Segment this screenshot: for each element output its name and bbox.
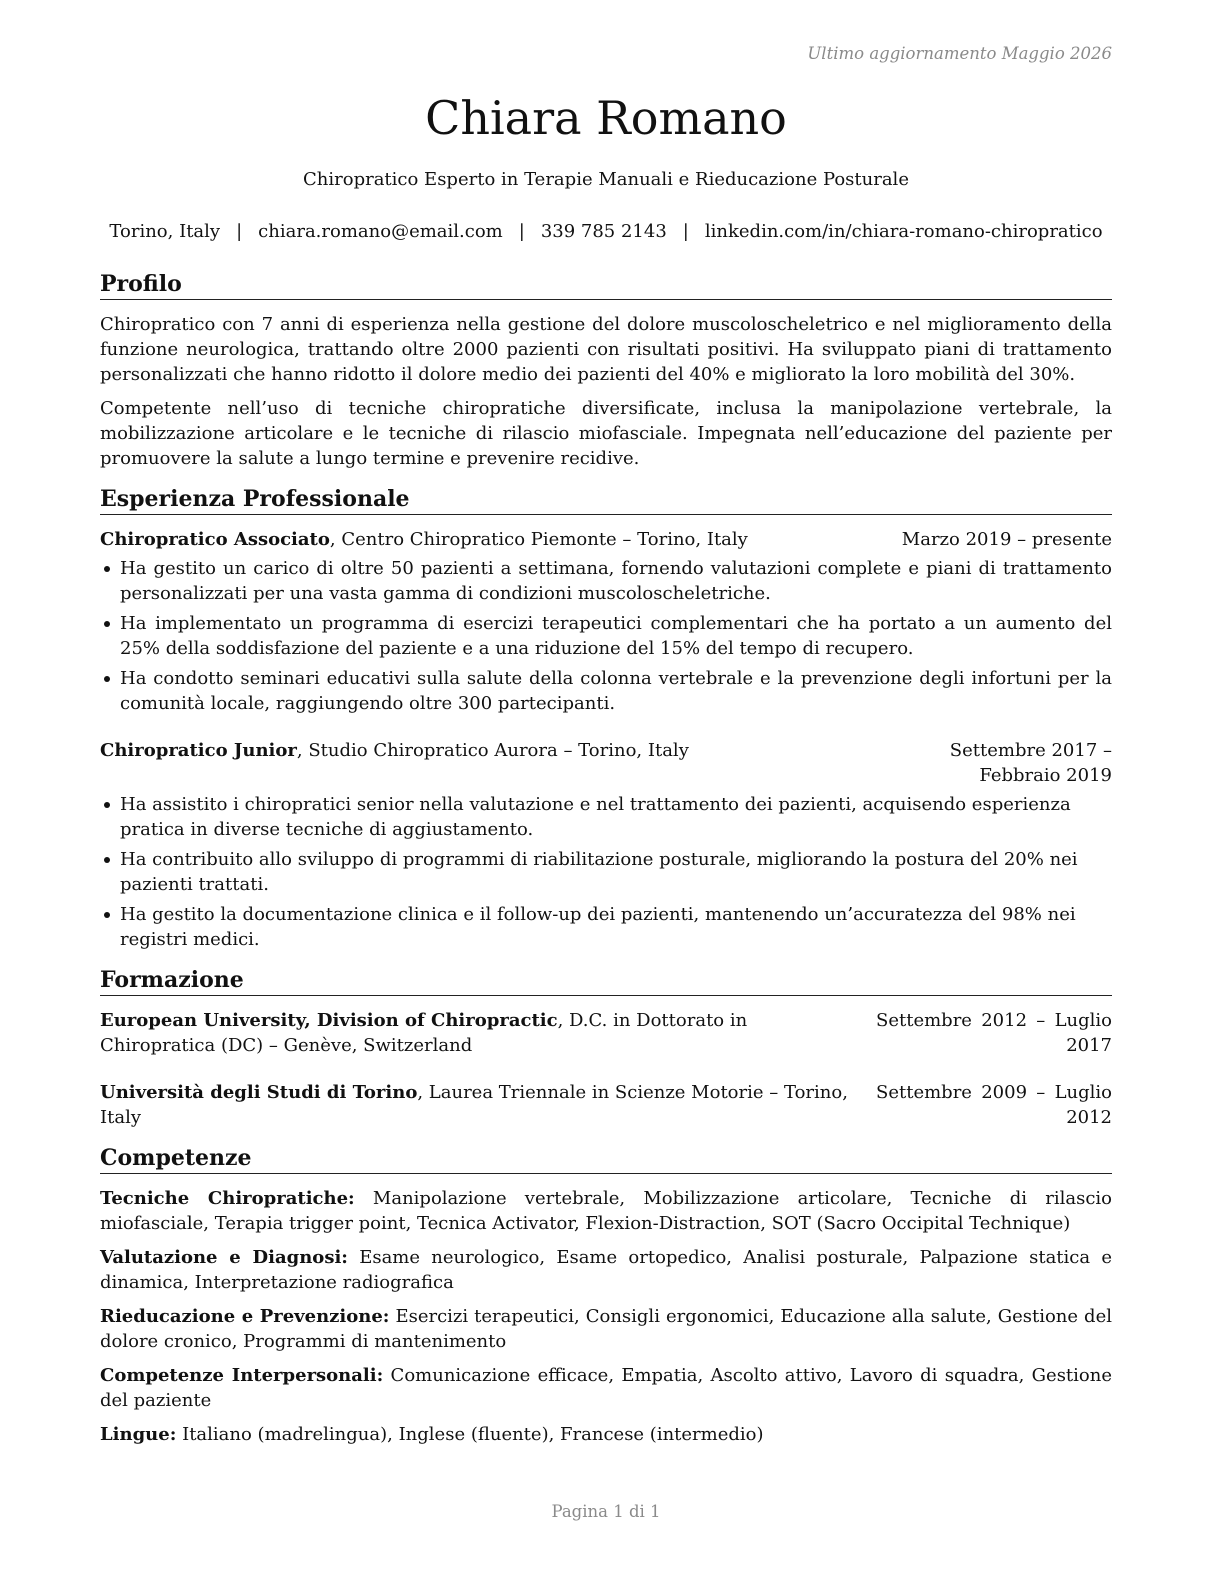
- job-dates: Marzo 2019 – presente: [901, 529, 1112, 550]
- education-header: [100, 1008, 1112, 1058]
- skill-label: Valutazione e Diagnosi:: [100, 1247, 348, 1268]
- list-item: Ha implementato un programma di esercizi terapeutici complementari che ha portato a un aumento del 25% della soddisfazione del paziente e a una riduzione del 15% del tempo di recupero.: [100, 611, 1112, 661]
- skill-group: [100, 1422, 1112, 1447]
- section-title-experience: Esperienza Professionale: [100, 485, 1112, 515]
- skills-section: [100, 1144, 1112, 1447]
- contact-separator: |: [518, 221, 525, 242]
- contact-line: [100, 220, 1112, 244]
- skill-text: Italiano (madrelingua), Inglese (fluente), Francese (intermedio): [176, 1424, 764, 1445]
- candidate-subtitle: Chiropratico Esperto in Terapie Manuali e Rieducazione Posturale: [303, 169, 909, 190]
- profile-section: [100, 270, 1112, 471]
- list-item: Ha assistito i chiropratici senior nella valutazione e nel trattamento dei pazienti, acquisendo esperienza pratica in diverse tecniche di aggiustamento.: [100, 792, 1112, 842]
- skill-label: Tecniche Chiropratiche:: [100, 1188, 355, 1209]
- education-school: Università degli Studi di Torino: [100, 1082, 418, 1103]
- education-dates: Settembre 2009 – Luglio 2012: [876, 1082, 1112, 1128]
- skill-text: Esercizi terapeutici, Consigli ergonomici, Educazione alla salute, Gestione del dolore cronico, Programmi di mantenimento: [100, 1306, 1112, 1352]
- list-item: Ha gestito la documentazione clinica e il follow-up dei pazienti, mantenendo un’accuratezza del 98% nei registri medici.: [100, 902, 1112, 952]
- education-detail: , Laurea Triennale in Scienze Motorie – Torino, Italy: [100, 1082, 848, 1128]
- skill-text: Comunicazione efficace, Empatia, Ascolto attivo, Lavoro di squadra, Gestione del paziente: [100, 1365, 1113, 1411]
- list-item: Ha condotto seminari educativi sulla salute della colonna vertebrale e la prevenzione degli infortuni per la comunità locale, raggiungendo oltre 300 partecipanti.: [100, 666, 1112, 716]
- education-school: European University, Division of Chiropractic: [100, 1010, 558, 1031]
- education-detail: , D.C. in Dottorato in Chiropratica (DC) – Genève, Switzerland: [100, 1010, 748, 1056]
- section-title-profile: Profilo: [100, 270, 1112, 300]
- skill-text: Manipolazione vertebrale, Mobilizzazione articolare, Tecniche di rilascio miofasciale, Terapia trigger point, Tecnica Activator, Flexion-Distraction, SOT (Sacro Occipital Technique): [100, 1188, 1113, 1234]
- skill-group: [100, 1304, 1112, 1354]
- education-entry: [100, 1080, 1112, 1130]
- job-org: , Centro Chiropratico Piemonte – Torino, Italy: [329, 529, 748, 550]
- job-header: [100, 527, 1112, 552]
- contact-location: Torino, Italy: [109, 221, 221, 242]
- education-section: [100, 966, 1112, 1130]
- skill-text: Esame neurologico, Esame ortopedico, Analisi posturale, Palpazione statica e dinamica, Interpretazione radiografica: [100, 1247, 1113, 1293]
- last-updated: Ultimo aggiornamento Maggio 2026: [807, 44, 1112, 63]
- skill-label: Lingue:: [100, 1424, 177, 1445]
- page-number: Pagina 1 di 1: [551, 1502, 661, 1521]
- job-role: Chiropratico Associato: [100, 529, 330, 550]
- contact-separator: |: [682, 221, 689, 242]
- skill-group: [100, 1186, 1112, 1236]
- skill-label: Rieducazione e Prevenzione:: [100, 1306, 390, 1327]
- experience-section: [100, 485, 1112, 952]
- skill-group: [100, 1363, 1112, 1413]
- job-entry: [100, 527, 1112, 716]
- job-org: , Studio Chiropratico Aurora – Torino, Italy: [296, 740, 689, 761]
- skill-group: [100, 1245, 1112, 1295]
- list-item: Ha gestito un carico di oltre 50 pazienti a settimana, fornendo valutazioni complete e piani di trattamento personalizzati per una vasta gamma di condizioni muscoloscheletriche.: [100, 556, 1112, 606]
- job-bullets: [100, 556, 1112, 716]
- job-bullets: [100, 792, 1112, 952]
- resume-body: [100, 270, 1112, 1447]
- candidate-name: Chiara Romano: [425, 91, 787, 145]
- education-dates: Settembre 2012 – Luglio 2017: [876, 1010, 1112, 1056]
- section-title-skills: Competenze: [100, 1144, 1112, 1174]
- contact-linkedin[interactable]: linkedin.com/in/chiara-romano-chiropratico: [704, 221, 1103, 242]
- contact-email[interactable]: chiara.romano@email.com: [258, 221, 503, 242]
- education-entry: [100, 1008, 1112, 1058]
- contact-phone[interactable]: 339 785 2143: [540, 221, 667, 242]
- job-entry: [100, 738, 1112, 952]
- section-title-education: Formazione: [100, 966, 1112, 996]
- job-dates: Settembre 2017 – Febbraio 2019: [949, 740, 1112, 786]
- profile-paragraph: Competente nell’uso di tecniche chiropratiche diversificate, inclusa la manipolazione vertebrale, la mobilizzazione articolare e le tecniche di rilascio miofasciale. Impegnata nell’educazione del paziente per promuovere la salute a lungo termine e prevenire recidive.: [100, 398, 1112, 469]
- job-header: [100, 738, 1112, 788]
- profile-paragraph: Chiropratico con 7 anni di esperienza nella gestione del dolore muscoloscheletrico e nel miglioramento della funzione neurologica, trattando oltre 2000 pazienti con risultati positivi. Ha sviluppato piani di trattamento personalizzati che hanno ridotto il dolore medio dei pazienti del 40% e migliorato la loro mobilità del 30%.: [100, 314, 1112, 385]
- skill-label: Competenze Interpersonali:: [100, 1365, 384, 1386]
- job-role: Chiropratico Junior: [100, 740, 297, 761]
- list-item: Ha contribuito allo sviluppo di programmi di riabilitazione posturale, migliorando la postura del 20% nei pazienti trattati.: [100, 847, 1112, 897]
- education-header: [100, 1080, 1112, 1130]
- contact-separator: |: [236, 221, 243, 242]
